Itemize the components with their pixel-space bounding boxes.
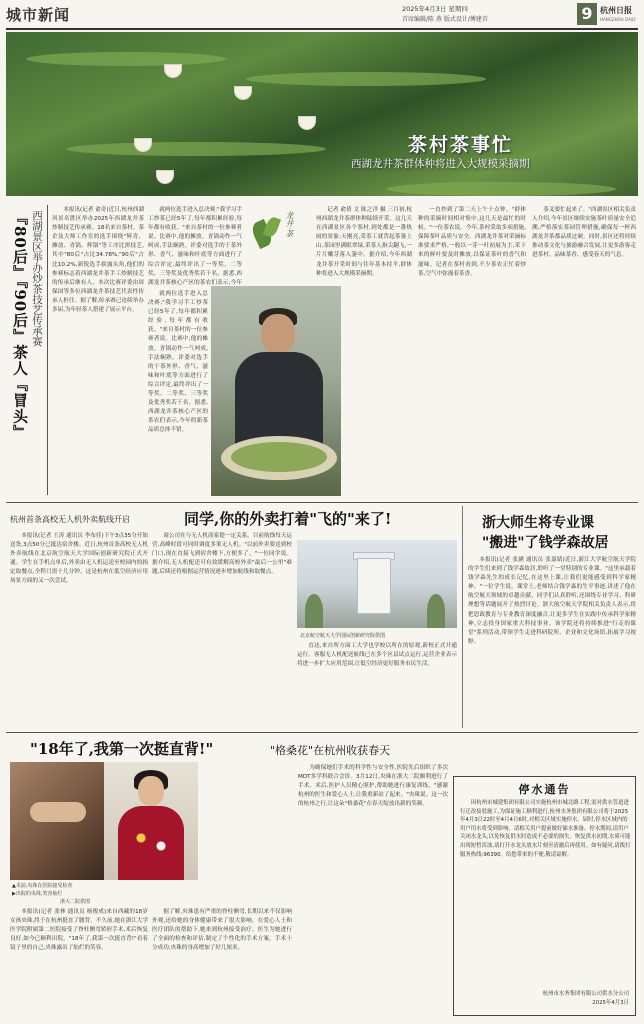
story3-title-line2: "搬进"了钱学森故居 — [482, 535, 609, 551]
tea-row — [66, 142, 326, 156]
page-header — [0, 0, 644, 30]
paper-logo: 杭州日报 — [600, 5, 632, 15]
teacup-icon — [234, 86, 252, 100]
notice-body: 因杭州市城建集团有限公司实施杭州市城北路工程,需对供水管道进行迁改接驳施工,为保证施工顺利进行,杭州水务集团有限公司将于2025年4月3日22时至4月4日6时,对相关区域实施停水。届时,停水区域内的用户用水将受到影响。请相关用户提前做好储水准备。停水期间,请用户关闭水龙头,以免恢复供水时造成不必要的损失。恢复供水初期,水质可能出现短暂浑浊,请打开水龙头放水片刻至清澈后再使用。如有疑问,请拨打服务热线:96390。给您带来的不便,敬请谅解。 — [460, 800, 631, 858]
water-outage-notice — [453, 776, 636, 1016]
story4-column-2: 据了解,央珠患有严重的脊柱侧弯,长期以来不仅影响外观,还给她的身体健康带来了很大影响。在爱心人士和医疗团队的帮助下,她来到杭州接受治疗。医生为她进行了全面的检查和评估,制定了个性化的手术方案。手术十分成功,央珠的身高增加了好几厘米。 — [152, 909, 292, 952]
photo-caption-a: ▲术前,央珠在医院接受检查 — [12, 883, 73, 889]
story4-title: "18年了,我第一次挺直背!" — [30, 740, 214, 758]
patient-portrait-photo — [104, 762, 198, 880]
hero-title: 茶村茶事忙 — [408, 134, 514, 156]
story2-column-2: 商公司在与无人机商家提一定关系。目前航线每天运营,高峰时段可同时调度多架无人机。"以前外卖要送到校门口,现在直接飞到宿舍楼下,方便多了。"一位同学说。据介绍,无人机配送可有效缓解高校外卖"最后一公里"难题,后续还将根据运营情况逐步增加航线和取餐点。 — [152, 533, 292, 576]
story2-column-1: 本报讯(记者 王涛 通讯员 李布佳)下午3点35分开始送货,3点50分已抵达宿舍楼。近日,杭州首条高校无人机外卖航线在北京航空航天大学国际创新研究院正式开通。学生在手机点单后,外卖由无人机运送至校园内的指定取餐点,全程只需十几分钟。这是杭州在低空经济应用场景方面的又一次尝试。 — [10, 533, 148, 585]
tea-row — [386, 182, 616, 196]
story3-title-line1: 浙大师生将专业课 — [482, 515, 594, 531]
tea-row — [246, 72, 486, 86]
column-divider — [462, 506, 463, 728]
editor-credits: 首席编辑/陈 燕 版式设计/傅建首 — [402, 16, 488, 23]
page-number: 9 — [577, 3, 597, 25]
story1-column-4: 一直抄到了第二天上午十点钟。"群体种的采摘时间相对集中,这几天是最忙的时候。"一位茶农说。今年,茶村采取多项措施,保障茶叶品质与安全。西湖龙井茶对采摘标准要求严格,一般以一芽一叶初展为主,采下来的鲜叶要及时摊放,以保证茶叶的香气和滋味。记者在茶村看到,不少茶农正忙着炒茶,空气中弥漫着茶香。 — [418, 207, 526, 277]
story1-column-3: 记者 俞倩 文 陈之洋 摄 三月初,杭州西湖龙井茶群体种陆续开采。这几天在西湖景区各个茶村,到处都是一番热闹的景象:天刚亮,采茶工就背起茶篓上山,茶园里满眼翠绿,采茶人指尖翻飞,一片片嫩芽落入篓中。据介绍,今年西湖龙井茶开采时间与往年基本持平,群体种将进入大规模采摘期。 — [316, 207, 412, 277]
section-rule — [6, 502, 638, 503]
tea-leaf-icon — [263, 216, 281, 239]
patient-exam-photo — [10, 762, 104, 880]
section-name: 城市新闻 — [6, 6, 71, 24]
hero-subtitle: 西湖龙井茶群体种将进入大规模采摘期 — [351, 158, 530, 170]
story2-kicker: 杭州首条高校无人机外卖航线开启 — [10, 515, 130, 524]
header-rule — [6, 28, 638, 30]
teacup-icon — [164, 64, 182, 78]
tea-farmer-photo — [211, 286, 341, 496]
story1-column-2: 就两位选手进入总决赛,"我学习手工炒茶已经5年了,每年都积累经验,每年都有收获。"来自茶村的一位参赛者说。比赛中,他的摊放、青锅动作一气呵成,手法娴熟。评委对选手的干茶外形、香气、滋味和叶底等方面进行了综合评定,最终评出了一等奖、二等奖、三等奖及优秀奖若干名。据悉,西湖龙井茶核心产区的茶农们表示,今年 — [148, 207, 242, 286]
photo-caption-b: ▶出院的央珠,笑容灿烂 — [12, 891, 63, 897]
notice-title: 停水通告 — [518, 783, 571, 796]
notice-signature: 杭州市水务集团有限公司供水分公司 2025年4月3日 — [542, 991, 629, 1006]
story2-title: 同学,你的外卖打着"飞的"来了! — [184, 510, 392, 528]
story3-body: 本报讯(记者 张涵 通讯员 张嘉婧)近日,浙江大学航空航天学院的学生们来到了钱学森故居,聆听了一堂特别的专业课。"这里承载着钱学森先生的成长记忆,在这里上课,让我们更能感受到科学家精神。"一位学生说。课堂上,老师结合钱学森的生平事迹,讲述了他在航空航天领域的卓越贡献。同学们认真聆听,还围绕专业学习、科研理想等话题展开了热烈讨论。浙大航空航天学院相关负责人表示,将把思政教育与专业教育深度融合,让更多学生在实践中传承科学家精神,立志投身国家重大科技事业。该学院还将持续推进"行走的课堂"系列活动,带领学生走进科研院所、企业和文化场馆,拓展学习视野。 — [468, 557, 636, 645]
column-divider — [47, 205, 48, 495]
story1-column-5: 茶叉要忙起来了。"西湖景区相关负责人介绍,今年景区继续实施茶叶质量安全追溯,严格落实茶园管理措施,确保每一杯西湖龙井茶都品质过硬。同时,景区还将持续推动茶文化与旅游融合发展,让更多游客走进茶村、品味茶香、感受春天的气息。 — [532, 207, 636, 259]
story2-column-3: 直达,来自所方面工大学也学校以所在的原观,新校正式开通运行。客服无人机配送航线已在多个区县试点运行,运营企业表示将进一步扩大应用范围,让低空经济更好服务市民生活。 — [297, 643, 457, 668]
story1-subheadline: 西湖景区举办炒茶技艺传承赛 — [31, 210, 43, 347]
story1-column-1: 本报讯(记者 俞奇)近日,杭州西湖风景名胜区举办2025年西湖龙井茶炒制技艺传承赛。18名来自茶村、茶企及大师工作室的选手围绕"辉青、摊放、青锅、辉锅"等工序比拼技艺,其中"80后"占比34.78%,"90后"占比10.2%,新锐选手崭露头角,他们的参赛标志着西湖龙井茶手工炒制技艺的传承后继有人。本次比赛评委由周保国等多位西湖龙井茶技艺代表性传承人担任。据了解,传承赛已连续举办多届,为年轻茶人搭建了展示平台。 — [52, 207, 144, 314]
story4-subtitle: "格桑花"在杭州收获春天 — [270, 744, 391, 757]
story4-column-3: 为确保她们手术的科学性与安全性,医院先后组织了多次MDT多学科联合会诊。3月12日,央珠在浙大二院顺利进行了手术。术后,医护人员精心照护,帮助她进行康复训练。"感谢杭州的医生和爱心人士,让我重新站了起来。"央珠说。这一次的杭州之行,让这朵"格桑花"在春天绽放出新的笑颜。 — [298, 765, 448, 808]
story1-column-2b: 就两位选手进入总决赛,"我学习手工炒茶已经5年了,每年都积累经验,每年都有收获。"来自茶村的一位参赛者说。比赛中,他的摊放、青锅动作一气呵成,手法娴熟。评委对选手的干茶外形、香气、滋味和叶底等方面进行了综合评定,最终评出了一等奖、二等奖、三等奖及优秀奖若干名。据悉,西湖龙井茶核心产区的茶农们表示,今年的新茶品质总体不错。 — [148, 291, 208, 434]
teacup-icon — [156, 170, 174, 184]
story1-headline: 『80后』『90后』茶人『冒头』 — [11, 210, 29, 441]
section-rule — [6, 732, 638, 733]
issue-date: 2025年4月3日 星期四 — [402, 5, 468, 13]
hero-photo — [6, 32, 638, 196]
teacup-icon — [298, 116, 316, 130]
tea-row — [26, 52, 226, 66]
drone-delivery-photo — [297, 540, 457, 628]
drone-photo-caption: 北京航空航天大学国际创新研究院供图 — [300, 633, 386, 639]
paper-logo-en: HANGZHOU DAILY — [600, 17, 636, 22]
tea-column-logo: 龙井·茶 — [248, 205, 308, 261]
photo-credit: 浙大二院供图 — [60, 899, 91, 905]
story4-column-1: 本报讯(记者 张林 通讯员 杨俊成)来自西藏的18岁女孩央珠,终于在杭州挺直了腰背。不久前,她在浙江大学医学院附属第二医院接受了脊柱侧弯矫形手术,术后恢复良好,如今已顺利出院。"18年了,我第一次挺直背!"看着镜子里的自己,央珠露出了灿烂的笑容。 — [10, 909, 148, 952]
